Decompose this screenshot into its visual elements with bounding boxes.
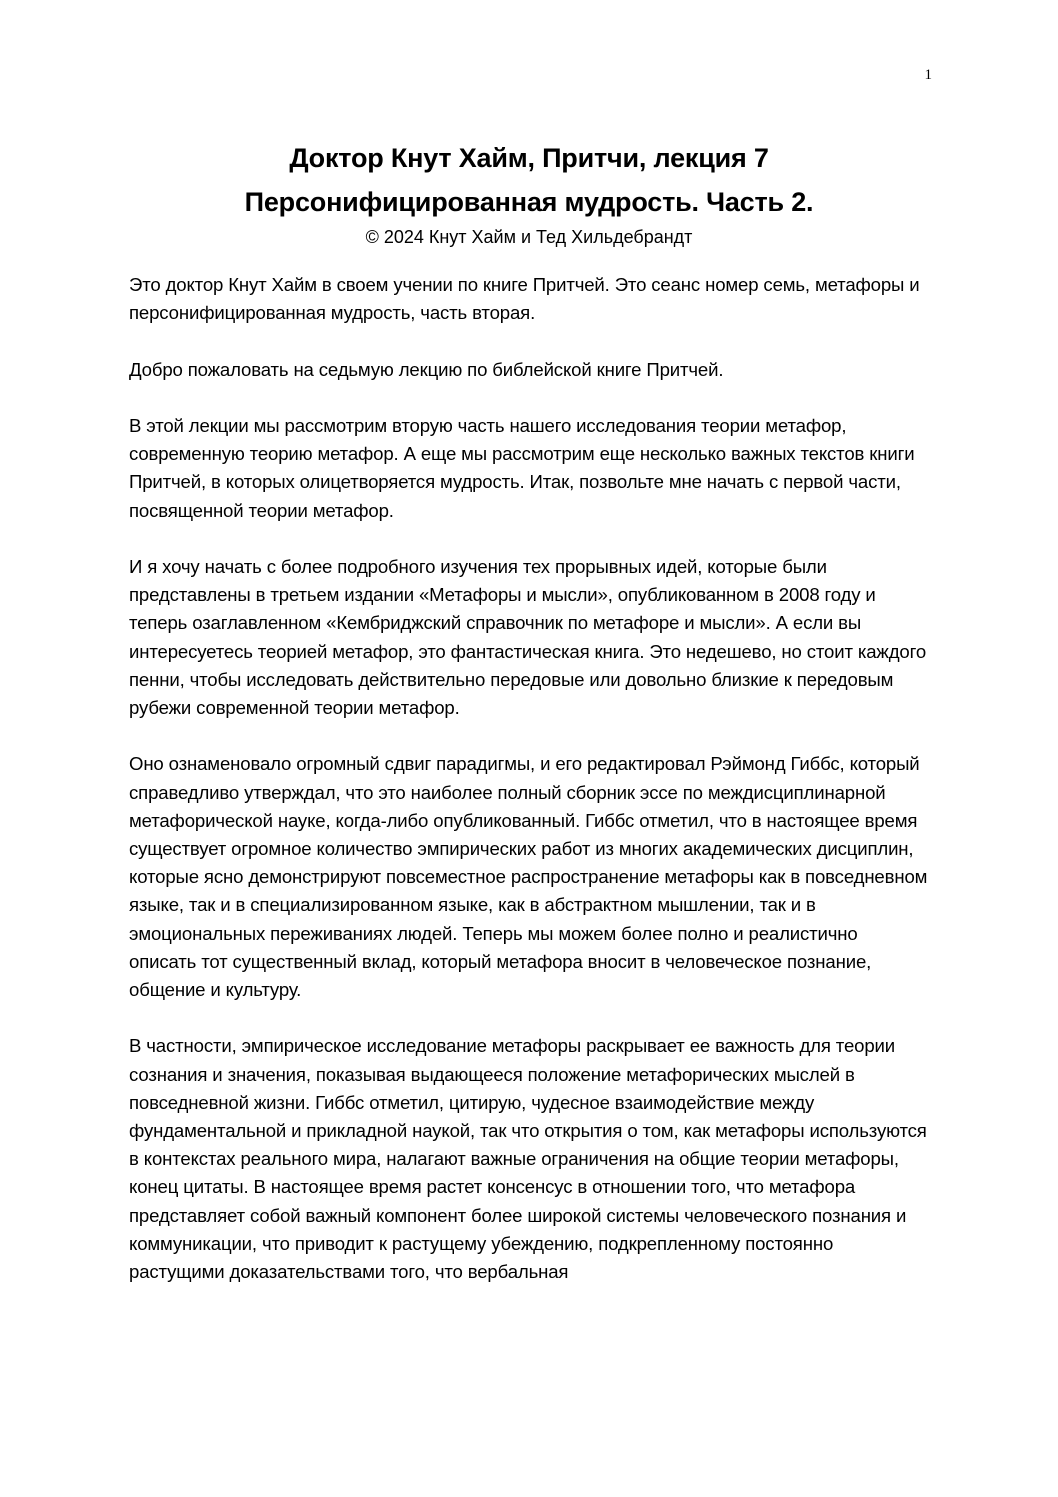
- document-header: [0, 136, 1058, 250]
- paragraph-lecture-plan: В этой лекции мы рассмотрим вторую часть нашего исследования теории метафор, современную теорию метафор. А еще мы рассмотрим еще несколько важных текстов книги Притчей, в которых олицетворяется мудрость. Итак, позвольте мне начать с первой части, посвященной теории метафор.: [129, 414, 915, 521]
- title-line-2: Персонифицированная мудрость. Часть 2.: [244, 187, 814, 217]
- paragraph-book-intro: И я хочу начать с более подробного изучения тех прорывных идей, которые были представлены в третьем издании «Метафоры и мысли», опубликованном в 2008 году и теперь озаглавленном «Кембриджский справочник по метафоре и мысли». А если вы интересуетесь теорией метафор, это фантастическая книга. Это недешево, но стоит каждого пенни, чтобы исследовать действительно передовые или довольно близкие к передовым рубежи современной теории метафор.: [129, 555, 927, 718]
- paragraph-paradigm-shift: Оно ознаменовало огромный сдвиг парадигмы, и его редактировал Рэймонд Гиббс, который справедливо утверждал, что это наиболее полный сборник эссе по междисциплинарной метафорической науке, когда-либо опубликованный. Гиббс отметил, что в настоящее время существует огромное количество эмпирических работ из многих академических дисциплин, которые ясно демонстрируют повсеместное распространение метафоры как в повседневном языке, так и в специализированном языке, как в абстрактном мышлении, так и в эмоциональных переживаниях людей. Теперь мы можем более полно и реалистично описать тот существенный вклад, который метафора вносит в человеческое познание, общение и культуру.: [129, 753, 928, 1001]
- paragraph-empirical-research: В частности, эмпирическое исследование метафоры раскрывает ее важность для теории сознания и значения, показывая выдающееся положение метафорических мыслей в повседневной жизни. Гиббс отметил, цитирую, чудесное взаимодействие между фундаментальной и прикладной наукой, так что открытия о том, как метафоры используются в контекстах реального мира, налагают важные ограничения на общие теории метафоры, конец цитаты. В настоящее время растет консенсус в отношении того, что метафора представляет собой важный компонент более широкой системы человеческого познания и коммуникации, что приводит к растущему убеждению, подкрепленному постоянно растущими доказательствами того, что вербальная: [129, 1035, 927, 1283]
- page-number: 1: [924, 67, 932, 83]
- document-body: [129, 271, 929, 1314]
- paragraph-welcome: Добро пожаловать на седьмую лекцию по библейской книге Притчей.: [129, 358, 724, 380]
- copyright-line: © 2024 Кнут Хайм и Тед Хильдебрандт: [365, 227, 693, 247]
- title-line-1: Доктор Кнут Хайм, Притчи, лекция 7: [289, 143, 769, 173]
- paragraph-intro: Это доктор Кнут Хайм в своем учении по книге Притчей. Это сеанс номер семь, метафоры и персонифицированная мудрость, часть вторая.: [129, 274, 920, 324]
